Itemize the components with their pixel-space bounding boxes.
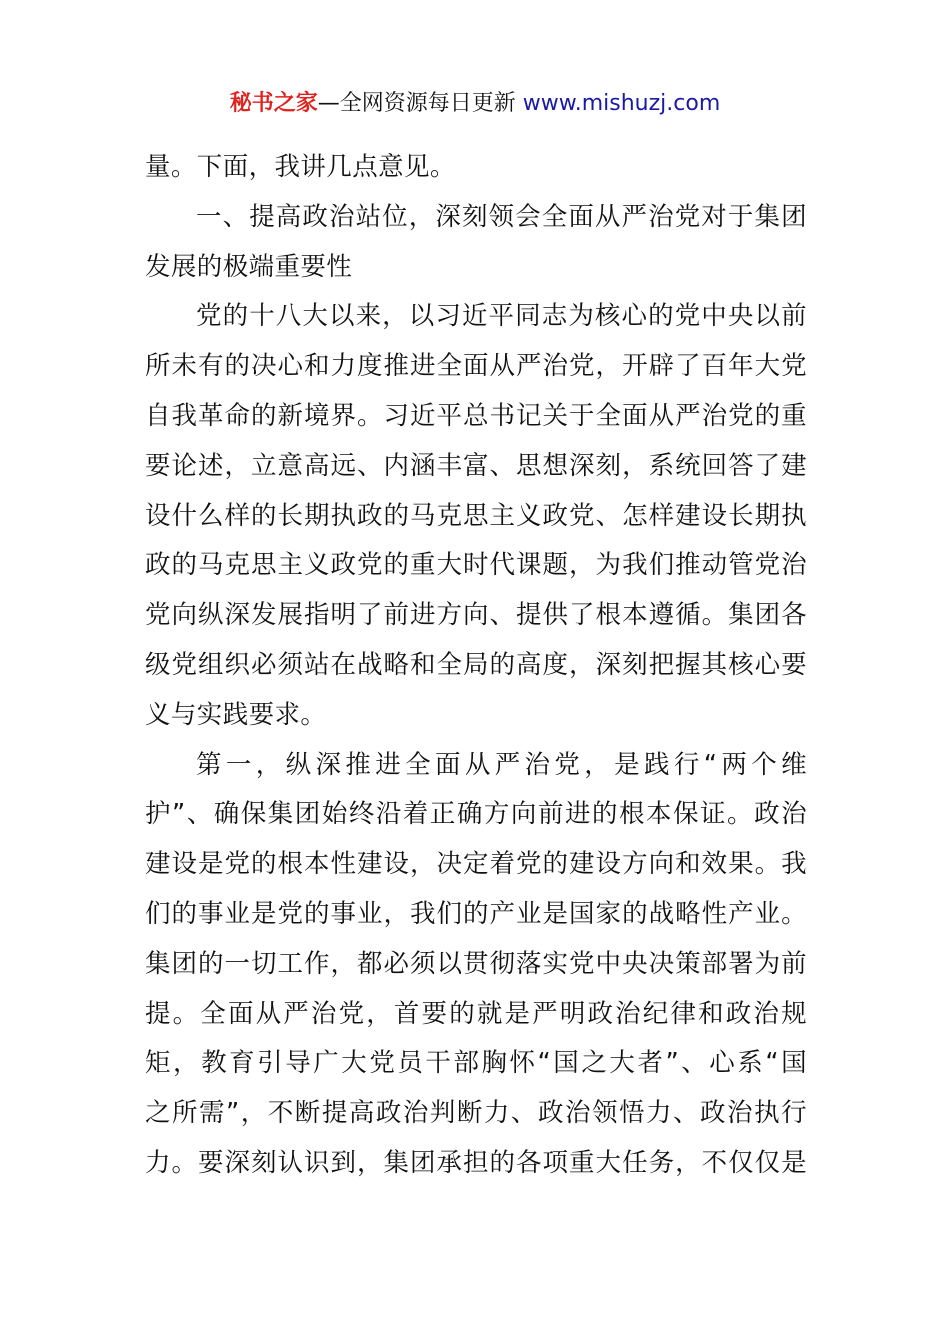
text-line: 设什么样的长期执政的马克思主义政党、怎样建设长期执 — [145, 500, 807, 531]
text-line: 集团的一切工作，都必须以贯彻落实党中央决策部署为前 — [145, 948, 807, 979]
text-line: 级党组织必须站在战略和全局的高度，深刻把握其核心要 — [145, 649, 807, 680]
header-url-link[interactable]: www.mishuzj.com — [522, 91, 721, 116]
text-line: 要论述，立意高远、内涵丰富、思想深刻，系统回答了建 — [145, 450, 807, 481]
text-line: 矩，教育引导广大党员干部胸怀“国之大者”、心系“国 — [145, 1048, 807, 1079]
section-heading-line: 一、提高政治站位，深刻领会全面从严治党对于集团 — [196, 201, 807, 232]
text-line: 之所需”，不断提高政治判断力、政治领悟力、政治执行 — [145, 1098, 807, 1129]
text-line: 们的事业是党的事业，我们的产业是国家的战略性产业。 — [145, 898, 807, 929]
document-body — [145, 143, 807, 1189]
text-line: 自我革命的新境界。习近平总书记关于全面从严治党的重 — [145, 400, 807, 431]
page-header — [0, 88, 950, 120]
header-brand: 秘书之家 — [229, 91, 318, 116]
text-line: 提。全面从严治党，首要的就是严明政治纪律和政治规 — [145, 998, 807, 1029]
text-line: 第一，纵深推进全面从严治党，是践行“两个维 — [196, 749, 807, 780]
text-line: 所未有的决心和力度推进全面从严治党，开辟了百年大党 — [145, 351, 807, 382]
text-line: 护”、确保集团始终沿着正确方向前进的根本保证。政治 — [145, 799, 807, 830]
text-line: 党向纵深发展指明了前进方向、提供了根本遵循。集团各 — [145, 600, 807, 631]
header-tagline: —全网资源每日更新 — [317, 91, 523, 116]
text-line: 建设是党的根本性建设，决定着党的建设方向和效果。我 — [145, 849, 807, 880]
text-line: 力。要深刻认识到，集团承担的各项重大任务，不仅仅是 — [145, 1147, 807, 1178]
text-line: 政的马克思主义政党的重大时代课题，为我们推动管党治 — [145, 550, 807, 581]
text-line: 义与实践要求。 — [145, 699, 327, 730]
section-heading-line: 发展的极端重要性 — [145, 251, 353, 282]
text-line: 量。下面，我讲几点意见。 — [145, 152, 456, 182]
text-line: 党的十八大以来，以习近平同志为核心的党中央以前 — [196, 301, 807, 332]
